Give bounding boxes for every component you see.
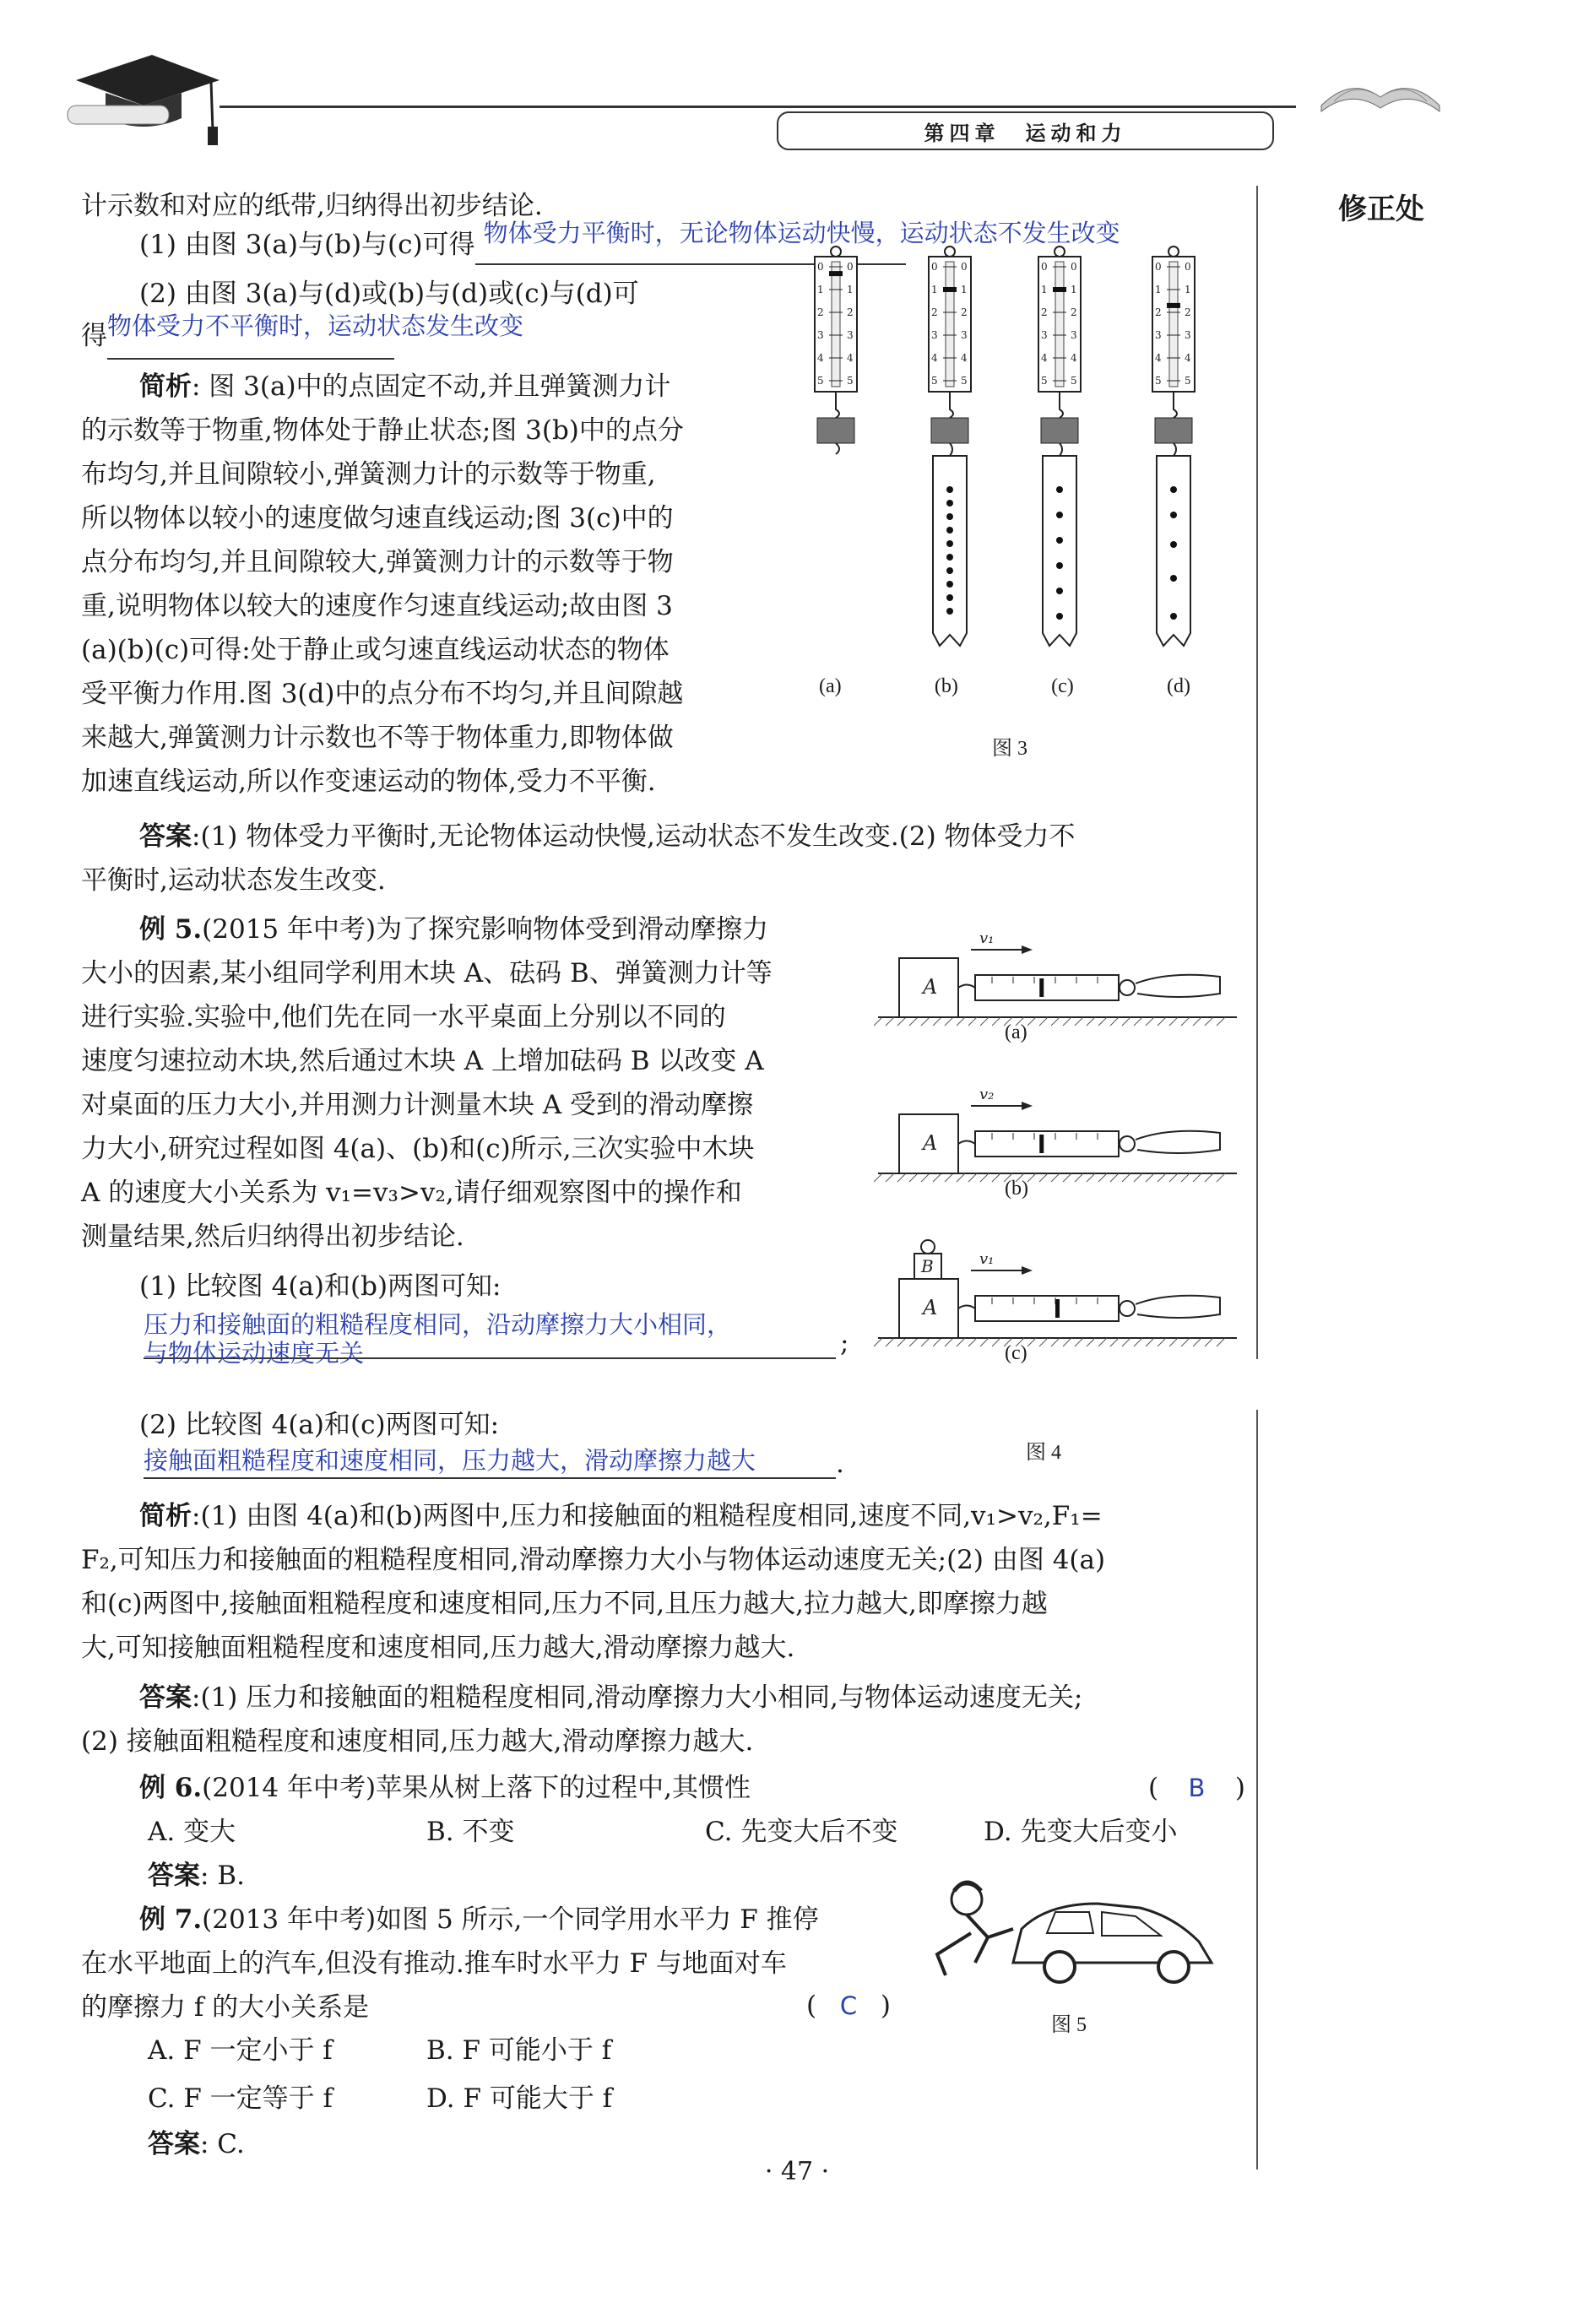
scale-pointer [829,271,843,276]
ex6-answer: 答案: B. [148,1861,245,1891]
scale-tick-label: 1 [1155,284,1162,295]
ticker-tape [933,456,967,646]
tape-dot [946,486,953,493]
correction-label: 修正处 [1338,192,1424,226]
figure-3 [806,245,1237,718]
fig3-labels: (a) (b) (c) (d) [819,675,1190,697]
ex7-option-b: B. F 可能小于 f [426,2035,612,2066]
handwritten-answer: 物体受力平衡时，无论物体运动快慢，运动状态不发生改变 [483,219,1120,247]
tape-dot [946,608,953,615]
ex5-q1-answer: 压力和接触面的粗糙程度相同，沿动摩擦力大小相同， 与物体运动速度无关 [144,1310,836,1359]
friction-experiment-panel [874,1240,1237,1346]
block-a-label: A [923,975,938,999]
scale-tick-label: 2 [1155,306,1162,318]
scale-tick-label: 5 [1041,375,1048,387]
scale-tick-label: 1 [817,284,824,295]
scale-pointer [943,287,957,292]
weight-block [817,418,854,443]
q4-part1: (1) 由图 3(a)与(b)与(c)可得 物体受力平衡时，无论物体运动快慢，运动状态不发生改变 [139,223,906,268]
tape-dot [1056,588,1063,594]
block-a-label: A [923,1131,938,1155]
scale-pointer [1167,303,1180,308]
chapter-title: 第四章 运动和力 [777,111,1274,150]
scale-tick-label: 5 [1071,375,1077,387]
tape-dot [1056,486,1063,493]
ex7-stem: 例 7.(2013 年中考)如图 5 所示,一个同学用水平力 F 推停 在水平地面上的汽车,但没有推动.推车时水平力 F 与地面对车 的摩擦力 f 的大小关系是 [81,1904,819,2023]
scale-tick-label: 1 [847,284,854,295]
scale-tick-label: 1 [1071,284,1077,295]
q4-part2: (2) 由图 3(a)与(d)或(b)与(d)或(c)与(d)可 [139,279,639,309]
margin-divider [1256,1410,1258,2170]
spring-scale [1038,246,1081,646]
scale-tick-label: 4 [847,352,854,364]
scale-tick-label: 2 [931,306,938,318]
tape-dot [1056,562,1063,569]
ex5-q2: (2) 比较图 4(a)和(c)两图可知: [139,1410,500,1440]
weight-block [931,418,968,443]
tape-dot [946,581,953,588]
spring-scale [815,246,857,454]
tape-dot [1170,541,1177,548]
ex6-option-d: D. 先变大后变小 [984,1817,1178,1847]
fig4-caption: 图 4 [1026,1442,1061,1464]
scale-tick-label: 3 [961,329,968,341]
scale-tick-label: 5 [961,375,968,387]
friction-experiment-panel [874,929,1237,1026]
figure-4 [874,907,1254,1380]
scale-tick-label: 4 [1071,352,1077,364]
scale-tick-label: 4 [817,352,824,364]
tape-dot [1056,613,1063,620]
scale-tick-label: 2 [1185,306,1191,318]
scale-tick-label: 0 [1185,261,1191,273]
page-number: · 47 · [764,2157,830,2186]
scale-tick-label: 0 [931,261,938,273]
hand-icon [1136,1296,1220,1318]
scale-tick-label: 5 [847,375,854,387]
scale-tick-label: 2 [817,306,824,318]
scale-tick-label: 2 [847,306,854,318]
spring-scale [1152,246,1195,646]
tape-dot [1170,575,1177,582]
scale-tick-label: 0 [847,261,854,273]
q4-part2-answer-line: 得 物体受力不平衡时，运动状态发生改变 [81,314,394,360]
ex7-answer-bracket: ( C ) [806,1991,891,2021]
scale-tick-label: 3 [1071,329,1077,341]
hand-icon [1136,975,1220,997]
tape-dot [1056,512,1063,518]
tape-dot [1056,537,1063,544]
scale-tick-label: 4 [1185,352,1191,364]
ex7-option-a: A. F 一定小于 f [148,2035,333,2066]
scale-tick-label: 2 [1041,306,1048,318]
scale-tick-label: 5 [1185,375,1191,387]
scale-tick-label: 0 [961,261,968,273]
velocity-label: v₁ [979,929,995,947]
scale-tick-label: 3 [817,329,824,341]
scale-tick-label: 4 [931,352,938,364]
weight-block [1041,418,1078,443]
scale-tick-label: 3 [931,329,938,341]
ex5-q2-answer: 接触面粗糙程度和速度相同，压力越大，滑动摩擦力越大 [144,1444,836,1479]
scale-pointer [1055,1299,1060,1318]
fig4-label-a: (a) [1005,1021,1027,1043]
spring-scale [929,246,971,646]
scale-pointer [1039,978,1044,997]
header-rule [220,106,1296,108]
tape-dot [946,527,953,534]
figure-5-car-push-illustration [920,1870,1224,1996]
fig4-label-b: (b) [1005,1178,1028,1200]
scale-tick-label: 3 [1185,329,1191,341]
scale-tick-label: 4 [1041,352,1048,364]
q4-intro: 计示数和对应的纸带,归纳得出初步结论. [81,191,543,221]
ex5-analysis: 简析:(1) 由图 4(a)和(b)两图中,压力和接触面的粗糙程度相同,速度不同,v₁>v₂,F₁= F₂,可知压力和接触面的粗糙程度相同,滑动摩擦力大小与物体运动速度无关;(2) 由图 4(a) 和(c)两图中,接触面粗糙程度和速度相同,压力不同,且压力越大,拉力越大,即摩擦力越 大,可知接触面粗糙程度和速度相同,压力越大,滑动摩擦力越大. [81,1501,1106,1663]
friction-experiment-panel [874,1086,1237,1182]
scale-tick-label: 3 [1155,329,1162,341]
scale-tick-label: 2 [961,306,968,318]
scale-tick-label: 5 [817,375,824,387]
tape-dot [946,554,953,561]
ex6-option-c: C. 先变大后不变 [705,1817,898,1847]
tape-dot [1170,486,1177,493]
fig5-caption: 图 5 [1051,2014,1087,2036]
scale-pointer [1039,1135,1044,1153]
graduation-cap-icon [59,46,228,156]
scale-tick-label: 1 [1185,284,1191,295]
margin-divider [1256,186,1258,1359]
block-a-label: A [923,1296,938,1319]
tape-dot [946,594,953,601]
weight-block [1155,418,1192,443]
scale-pointer [1053,287,1066,292]
ex5-answer: 答案:(1) 压力和接触面的粗糙程度相同,滑动摩擦力大小相同,与物体运动速度无关; (2) 接触面粗糙程度和速度相同,压力越大,滑动摩擦力越大. [81,1682,1083,1757]
ex5-q1: (1) 比较图 4(a)和(b)两图可知: [139,1271,502,1302]
tape-dot [946,540,953,547]
ex5-stem: 例 5.(2015 年中考)为了探究影响物体受到滑动摩擦力 大小的因素,某小组同学利用木块 A、砝码 B、弹簧测力计等 进行实验.实验中,他们先在同一水平桌面上分别以不同的 速度匀速拉动木块,然后通过木块 A 上增加砝码 B 以改变 A 对桌面的压力大小,并用测力计测量木块 A 受到的滑动摩擦 力大小,研究过程如图 4(a)、(b)和(c)所示,三次实验中木块 A 的速度大小关系为 v₁=v₃>v₂,请仔细观察图中的操作和 测量结果,然后归纳得出初步结论. [81,914,773,1252]
ex7-answer: 答案: C. [148,2129,245,2159]
handwritten-answer: 物体受力不平衡时，运动状态发生改变 [107,311,524,340]
scale-tick-label: 4 [1155,352,1162,364]
scale-tick-label: 1 [931,284,938,295]
ex6-answer-bracket: ( B ) [1148,1773,1245,1803]
tape-dot [946,513,953,520]
velocity-label: v₁ [979,1250,995,1268]
q4-answer: 答案:(1) 物体受力平衡时,无论物体运动快慢,运动状态不发生改变.(2) 物体受力不 平衡时,运动状态发生改变. [81,821,1076,896]
q4-analysis: 简析: 图 3(a)中的点固定不动,并且弹簧测力计 的示数等于物重,物体处于静止状态;图 3(b)中的点分 布均匀,并且间隙较小,弹簧测力计的示数等于物重, 所以物体以较小的速度做匀速直线运动;图 3(c)中的 点分布均匀,并且间隙较大,弹簧测力计的示数等于物 重,说明物体以较大的速度作匀速直线运动;故由图 3 (a)(b)(c)可得:处于静止或匀速直线运动状态的物体 受平衡力作用.图 3(d)中的点分布不均匀,并且间隙越 来越大,弹簧测力计示数也不等于物体重力,即物体做 加速直线运动,所以作变速运动的物体,受力不平衡. [81,371,684,797]
tape-dot [1170,613,1177,620]
scale-tick-label: 2 [1071,306,1077,318]
fig3-caption: 图 3 [992,738,1027,760]
scale-tick-label: 0 [1071,261,1077,273]
velocity-label: v₂ [979,1086,995,1103]
scale-tick-label: 3 [847,329,854,341]
scale-tick-label: 0 [817,261,824,273]
ex6-option-a: A. 变大 [148,1817,236,1847]
fig4-label-c: (c) [1005,1342,1027,1364]
tape-dot [946,567,953,574]
scale-tick-label: 1 [961,284,968,295]
scale-tick-label: 1 [1041,284,1048,295]
weight-b-label: B [921,1256,934,1276]
scale-tick-label: 5 [931,375,938,387]
ex6-stem: 例 6.(2014 年中考)苹果从树上落下的过程中,其惯性 [139,1773,751,1803]
ex7-option-c: C. F 一定等于 f [148,2083,333,2114]
open-book-icon [1317,59,1444,118]
hand-icon [1136,1131,1220,1153]
scale-tick-label: 3 [1041,329,1048,341]
scale-tick-label: 4 [961,352,968,364]
ex7-option-d: D. F 可能大于 f [426,2083,613,2114]
ex6-option-b: B. 不变 [426,1817,515,1847]
scale-tick-label: 0 [1155,261,1162,273]
scale-tick-label: 0 [1041,261,1048,273]
scale-tick-label: 5 [1155,375,1162,387]
tape-dot [1170,512,1177,518]
tape-dot [946,500,953,507]
